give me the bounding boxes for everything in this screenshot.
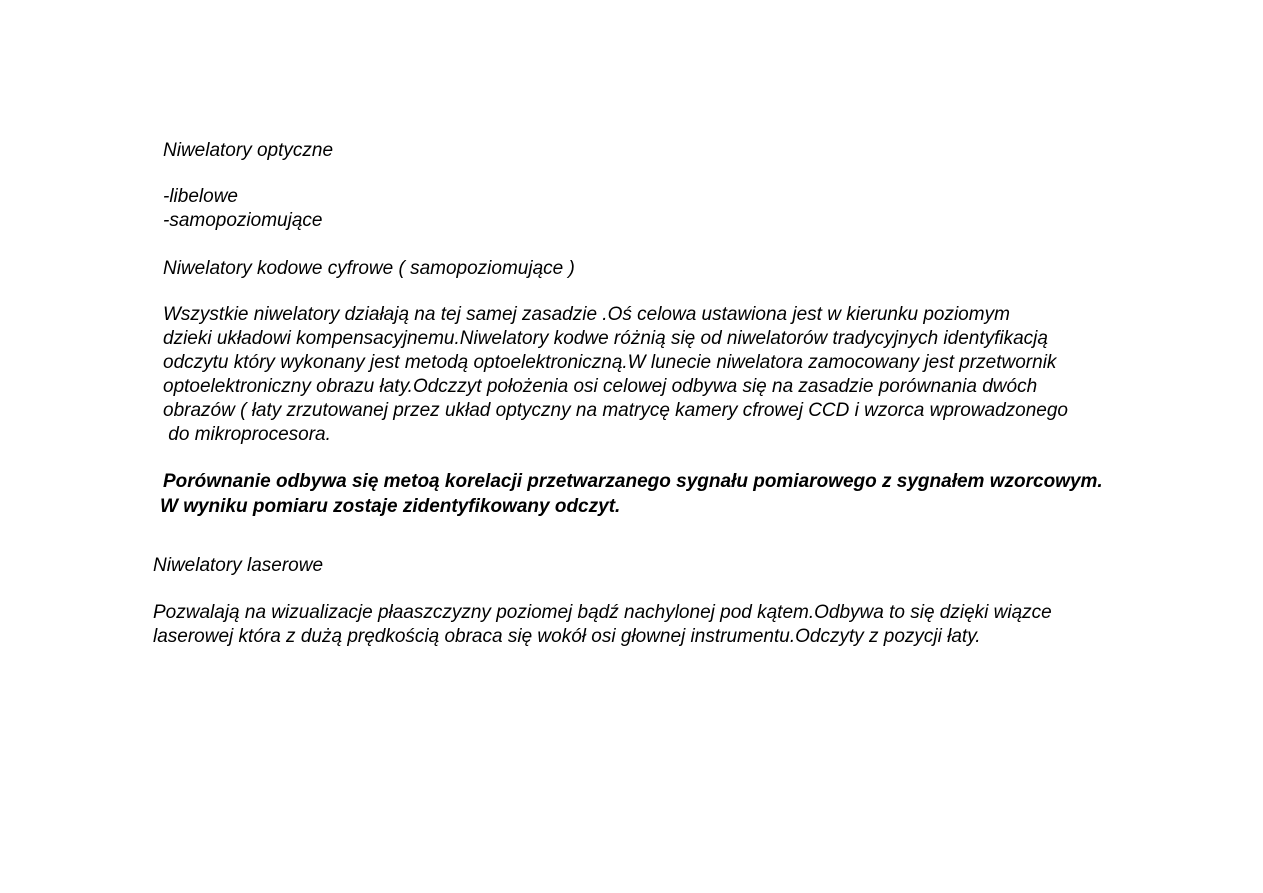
laser-levels-heading: Niwelatory laserowe (153, 555, 324, 576)
digital-levels-heading: Niwelatory kodowe cyfrowe ( samopoziomujące ) (163, 258, 575, 279)
digital-paragraph-line: obrazów ( łaty zrzutowanej przez układ optyczny na matrycę kamery cfrowej CCD i wzorca wprowadzonego (163, 400, 1068, 421)
laser-paragraph-line: Pozwalają na wizualizacje płaaszczyzny poziomej bądź nachylonej pod kątem.Odbywa to się dzięki wiązce (153, 602, 1052, 623)
digital-bold-line: W wyniku pomiaru zostaje zidentyfikowany odczyt. (160, 496, 621, 517)
digital-bold-line: Porównanie odbywa się metoą korelacji przetwarzanego sygnału pomiarowego z sygnałem wzorcowym. (163, 471, 1103, 492)
digital-paragraph-line: do mikroprocesora. (163, 424, 331, 445)
optical-levels-heading: Niwelatory optyczne (163, 140, 334, 161)
laser-paragraph-line: laserowej która z dużą prędkością obraca się wokół osi głownej instrumentu.Odczyty z pozycji łaty. (153, 626, 981, 647)
digital-paragraph-line: optoelektroniczny obrazu łaty.Odczzyt położenia osi celowej odbywa się na zasadzie porównania dwóch (163, 376, 1038, 397)
optical-type-item: -samopoziomujące (163, 210, 323, 231)
digital-paragraph-line: dzieki układowi kompensacyjnemu.Niwelatory kodwe różnią się od niwelatorów tradycyjnych identyfikacją (163, 328, 1048, 349)
optical-type-item: -libelowe (163, 186, 238, 207)
digital-paragraph-line: odczytu który wykonany jest metodą optoelektroniczną.W lunecie niwelatora zamocowany jest przetwornik (163, 352, 1057, 373)
digital-paragraph-line: Wszystkie niwelatory działają na tej samej zasadzie .Oś celowa ustawiona jest w kierunku poziomym (163, 304, 1010, 325)
